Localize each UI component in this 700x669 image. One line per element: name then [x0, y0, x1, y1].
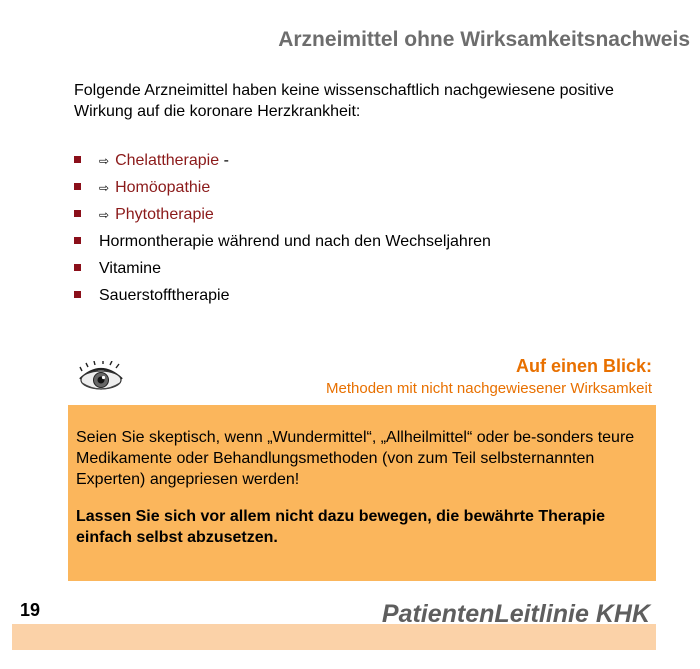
- intro-paragraph: Folgende Arzneimittel haben keine wissenschaftlich nachgewiesene positive Wirkung auf die koronare Herzkrankheit:: [74, 82, 614, 120]
- footer-title: PatientenLeitlinie KHK: [381, 600, 650, 628]
- list-item-suffix: -: [219, 152, 229, 169]
- list-item-label: Sauerstofftherapie: [99, 287, 230, 304]
- list-item: [74, 204, 491, 231]
- list-item: [74, 177, 491, 204]
- list-item: [74, 258, 491, 285]
- link-phytotherapie[interactable]: Phytotherapie: [115, 206, 214, 223]
- link-homoeopathie[interactable]: Homöopathie: [115, 179, 211, 196]
- page-title: Arzneimittel ohne Wirksamkeitsnachweis: [278, 28, 690, 51]
- bullet-icon: [74, 183, 81, 190]
- arrow-right-icon: ⇨: [99, 181, 110, 195]
- list-item-label: Vitamine: [99, 260, 161, 277]
- aside-title: Auf einen Blick:: [515, 356, 652, 376]
- bullet-icon: [74, 210, 81, 217]
- list-item: [74, 150, 491, 177]
- bullet-icon: [74, 264, 81, 271]
- info-box: [68, 405, 656, 581]
- list-item: [74, 231, 491, 258]
- info-text: Seien Sie skeptisch, wenn „Wundermittel“, „Allheilmittel“ oder be-sonders teure Medikamente oder Behandlungsmethoden (von zum Teil selbsternannten Experten) angepriesen werden!: [76, 429, 635, 488]
- page-number: 19: [20, 600, 41, 620]
- eye-icon: [78, 361, 124, 391]
- remedy-list: [74, 150, 491, 312]
- bullet-icon: [74, 291, 81, 298]
- list-item-label: Hormontherapie während und nach den Wechseljahren: [99, 233, 491, 250]
- bullet-icon: [74, 237, 81, 244]
- link-chelattherapie[interactable]: Chelattherapie: [115, 152, 220, 169]
- arrow-right-icon: ⇨: [99, 208, 110, 222]
- list-item: [74, 285, 491, 312]
- arrow-right-icon: ⇨: [99, 154, 110, 168]
- bullet-icon: [74, 156, 81, 163]
- info-strong-text: Lassen Sie sich vor allem nicht dazu bewegen, die bewährte Therapie einfach selbst abzusetzen.: [76, 508, 606, 546]
- aside-subtitle: Methoden mit nicht nachgewiesener Wirksamkeit: [326, 380, 652, 397]
